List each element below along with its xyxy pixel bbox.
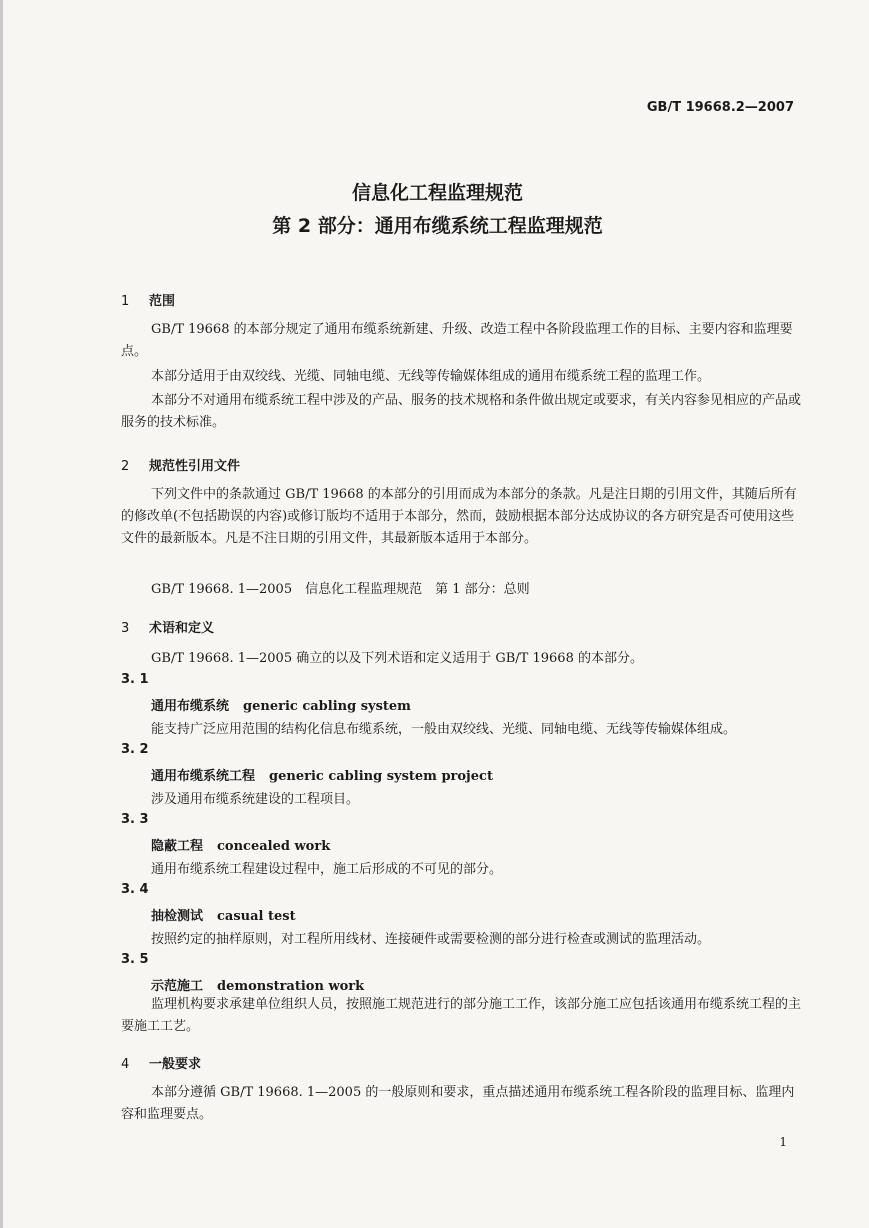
term-entry <box>151 695 411 714</box>
section-number: 2 <box>121 459 130 474</box>
paragraph: 本部分适用于由双绞线、光缆、同轴电缆、无线等传输媒体组成的通用布缆系统工程的监理工作。 <box>151 369 711 384</box>
section-number: 1 <box>121 294 130 309</box>
paragraph: GB/T 19668 的本部分规定了通用布缆系统新建、升级、改造工程中各阶段监理工作的目标、主要内容和监理要点。 <box>121 322 793 359</box>
term-entry <box>151 975 364 994</box>
section-title: 范围 <box>149 294 176 309</box>
term-en: generic cabling system project <box>269 769 493 784</box>
term-definition: 监理机构要求承建单位组织人员，按照施工规范进行的部分施工工作，该部分施工应包括该通用布缆系统工程的主要施工工艺。 <box>121 997 802 1034</box>
term-definition: 能支持广泛应用范围的结构化信息布缆系统，一般由双绞线、光缆、同轴电缆、无线等传输媒体组成。 <box>151 722 737 737</box>
paragraph: GB/T 19668. 1—2005 确立的以及下列术语和定义适用于 GB/T 19668 的本部分。 <box>151 651 643 666</box>
term-zh: 通用布缆系统 <box>151 699 230 714</box>
section-heading-2 <box>121 455 240 474</box>
normative-reference: GB/T 19668. 1—2005 信息化工程监理规范 第 1 部分：总则 <box>151 582 530 597</box>
term-en: concealed work <box>217 839 331 854</box>
section-heading-1 <box>121 290 175 309</box>
term-definition: 涉及通用布缆系统建设的工程项目。 <box>151 792 360 807</box>
paragraph: 本部分不对通用布缆系统工程中涉及的产品、服务的技术规格和条件做出规定或要求，有关内容参见相应的产品或服务的技术标准。 <box>121 393 802 430</box>
term-number: 3. 5 <box>121 952 149 967</box>
term-entry <box>151 905 296 924</box>
document-subtitle: 第 2 部分：通用布缆系统工程监理规范 <box>272 215 603 237</box>
paragraph: 本部分遵循 GB/T 19668. 1—2005 的一般原则和要求，重点描述通用布缆系统工程各阶段的监理目标、监理内容和监理要点。 <box>121 1085 795 1122</box>
term-en: demonstration work <box>217 979 365 994</box>
standard-code: GB/T 19668.2—2007 <box>646 100 794 115</box>
term-en: generic cabling system <box>243 699 411 714</box>
term-en: casual test <box>217 909 296 924</box>
term-zh: 示范施工 <box>151 979 204 994</box>
term-number: 3. 1 <box>121 672 149 687</box>
paragraph: 下列文件中的条款通过 GB/T 19668 的本部分的引用而成为本部分的条款。凡是注日期的引用文件，其随后所有的修改单(不包括勘误的内容)或修订版均不适用于本部分，然而，鼓励根据本部分达成协议的各方研究是否可使用这些文件的最新版本。凡是不注日期的引用文件，其最新版本适用于本部分。 <box>121 487 797 546</box>
section-number: 4 <box>121 1057 130 1072</box>
section-heading-4 <box>121 1053 201 1072</box>
term-entry <box>151 765 493 784</box>
term-definition: 按照约定的抽样原则，对工程所用线材、连接硬件或需要检测的部分进行检查或测试的监理活动。 <box>151 932 711 947</box>
term-entry <box>151 835 330 854</box>
term-number: 3. 2 <box>121 742 149 757</box>
document-title: 信息化工程监理规范 <box>351 182 523 204</box>
term-zh: 抽检测试 <box>151 909 204 924</box>
section-number: 3 <box>121 621 130 636</box>
section-heading-3 <box>121 617 214 636</box>
section-title: 规范性引用文件 <box>149 459 241 474</box>
term-zh: 通用布缆系统工程 <box>151 769 256 784</box>
section-title: 术语和定义 <box>149 621 215 636</box>
term-definition: 通用布缆系统工程建设过程中，施工后形成的不可见的部分。 <box>151 862 503 877</box>
term-number: 3. 4 <box>121 882 149 897</box>
term-number: 3. 3 <box>121 812 149 827</box>
page-number: 1 <box>779 1135 787 1149</box>
section-title: 一般要求 <box>149 1057 202 1072</box>
term-zh: 隐蔽工程 <box>151 839 204 854</box>
